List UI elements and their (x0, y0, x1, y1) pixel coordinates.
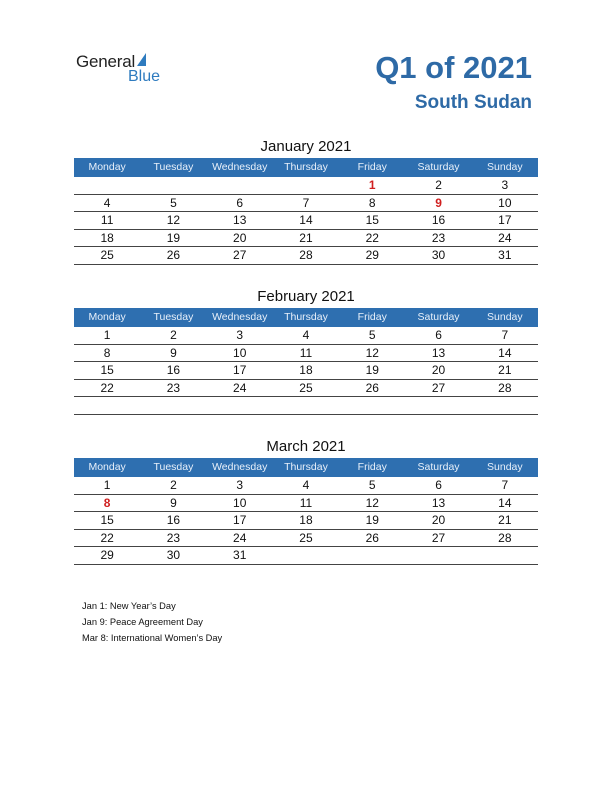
weekday-label: Tuesday (153, 161, 194, 173)
day-cell: 13 (431, 345, 446, 360)
weekday-label: Friday (357, 461, 387, 473)
day-cell (273, 177, 339, 194)
day-cell: 7 (302, 195, 310, 210)
day-cell (405, 397, 471, 414)
weekday-label: Thursday (284, 461, 328, 473)
day-cell: 15 (100, 513, 114, 527)
week-row (74, 397, 538, 415)
weekday-header (74, 458, 538, 477)
weekday-label: Monday (88, 161, 126, 173)
logo-text-blue: Blue (128, 68, 161, 85)
day-cell: 6 (435, 478, 442, 492)
day-cell: 1 (368, 178, 376, 192)
day-cell: 30 (431, 248, 446, 262)
day-cell: 12 (166, 213, 181, 227)
day-cell: 27 (431, 530, 446, 545)
day-cell (472, 397, 538, 414)
day-cell (405, 547, 471, 564)
day-cell: 21 (498, 513, 512, 527)
weekday-label: Thursday (284, 161, 328, 173)
weekday-label: Sunday (487, 461, 523, 473)
week-row (74, 477, 538, 495)
day-cell (273, 397, 339, 414)
week-row (74, 195, 538, 213)
logo-text-general: General (76, 52, 136, 71)
day-cell: 21 (299, 230, 313, 245)
day-cell: 4 (302, 328, 310, 342)
day-cell (140, 397, 206, 414)
weekday-label: Thursday (284, 311, 328, 323)
day-cell: 14 (498, 495, 512, 510)
week-row (74, 230, 538, 248)
day-cell: 24 (498, 230, 512, 245)
day-cell: 2 (170, 328, 177, 342)
day-cell: 20 (431, 363, 446, 377)
country-subtitle: South Sudan (414, 92, 532, 113)
day-cell: 17 (498, 213, 512, 227)
day-cell: 28 (498, 380, 512, 395)
week-row (74, 495, 538, 513)
day-cell: 12 (365, 345, 379, 360)
day-cell: 13 (431, 495, 446, 510)
day-cell: 16 (431, 213, 446, 227)
day-cell: 18 (299, 363, 313, 377)
weekday-label: Tuesday (153, 311, 194, 323)
day-cell: 23 (431, 230, 446, 245)
holiday-note: Mar 8: International Women’s Day (82, 633, 223, 643)
day-cell: 26 (365, 380, 379, 395)
day-cell: 12 (365, 495, 379, 510)
month-title: February 2021 (257, 288, 355, 305)
weekday-label: Monday (88, 311, 126, 323)
weekday-label: Monday (88, 461, 126, 473)
day-cell: 25 (299, 530, 313, 545)
week-row (74, 530, 538, 548)
day-cell: 11 (299, 345, 313, 360)
day-cell: 10 (233, 495, 247, 510)
page-title: Q1 of 2021 (375, 50, 532, 85)
month-title: January 2021 (260, 138, 352, 155)
week-row (74, 177, 538, 195)
day-cell: 23 (166, 380, 181, 395)
weekday-label: Friday (357, 311, 387, 323)
day-cell: 31 (498, 248, 512, 262)
week-row (74, 380, 538, 398)
day-cell: 24 (233, 380, 247, 395)
day-cell: 2 (170, 478, 177, 492)
day-cell: 25 (100, 248, 114, 262)
weekday-label: Saturday (417, 161, 460, 173)
day-cell (472, 547, 538, 564)
day-cell: 6 (435, 328, 442, 342)
month-calendar-march (74, 436, 538, 565)
weekday-label: Wednesday (212, 311, 268, 323)
day-cell: 5 (368, 328, 376, 342)
day-cell: 10 (498, 195, 512, 210)
day-cell: 7 (501, 478, 509, 492)
weekday-label: Friday (357, 161, 387, 173)
day-cell: 27 (233, 248, 247, 262)
day-cell (273, 547, 339, 564)
day-cell: 28 (498, 530, 512, 545)
day-cell: 9 (435, 195, 442, 210)
day-cell (207, 397, 273, 414)
day-cell: 24 (233, 530, 247, 545)
day-cell: 16 (166, 513, 181, 527)
month-title: March 2021 (266, 438, 346, 455)
week-row (74, 512, 538, 530)
day-cell: 20 (233, 230, 247, 245)
holiday-note: Jan 9: Peace Agreement Day (82, 617, 203, 627)
day-cell: 17 (233, 363, 247, 377)
day-cell: 16 (166, 363, 181, 377)
day-cell: 1 (103, 328, 111, 342)
day-cell: 31 (233, 548, 247, 562)
day-cell: 19 (365, 513, 379, 527)
day-cell: 15 (100, 363, 114, 377)
day-cell: 21 (498, 363, 512, 377)
day-cell: 22 (365, 230, 379, 245)
day-cell (74, 397, 140, 414)
weekday-label: Wednesday (212, 161, 268, 173)
day-cell (140, 177, 206, 194)
day-cell: 22 (100, 530, 114, 545)
day-cell: 14 (299, 213, 313, 227)
holiday-note: Jan 1: New Year’s Day (82, 601, 176, 611)
weekday-header (74, 158, 538, 177)
day-cell: 8 (368, 195, 376, 210)
day-cell: 30 (166, 548, 181, 562)
day-cell: 4 (302, 478, 310, 492)
day-cell (207, 177, 273, 194)
week-row (74, 247, 538, 265)
day-cell: 9 (170, 495, 177, 510)
weekday-header (74, 308, 538, 327)
day-cell: 11 (299, 495, 313, 510)
day-cell: 2 (435, 178, 442, 192)
holiday-notes (82, 598, 222, 646)
month-calendar-february (74, 286, 538, 415)
day-cell: 9 (170, 345, 177, 360)
day-cell: 25 (299, 380, 313, 395)
day-cell: 19 (365, 363, 379, 377)
week-row (74, 547, 538, 565)
weekday-label: Sunday (487, 311, 523, 323)
week-row (74, 345, 538, 363)
day-cell: 1 (103, 478, 111, 492)
weekday-label: Sunday (487, 161, 523, 173)
day-cell: 28 (299, 248, 313, 262)
day-cell: 22 (100, 380, 114, 395)
day-cell: 17 (233, 513, 247, 527)
day-cell: 27 (431, 380, 446, 395)
week-row (74, 212, 538, 230)
day-cell (339, 547, 405, 564)
week-row (74, 327, 538, 345)
day-cell: 19 (166, 230, 181, 245)
day-cell (74, 177, 140, 194)
day-cell: 15 (365, 213, 379, 227)
day-cell: 8 (103, 495, 111, 510)
day-cell: 11 (100, 213, 114, 227)
day-cell: 14 (498, 345, 512, 360)
day-cell: 4 (103, 195, 111, 210)
day-cell: 10 (233, 345, 247, 360)
weekday-label: Saturday (417, 461, 460, 473)
day-cell: 5 (170, 195, 177, 210)
week-row (74, 362, 538, 380)
weekday-label: Wednesday (212, 461, 268, 473)
day-cell: 18 (299, 513, 313, 527)
day-cell: 26 (166, 248, 181, 262)
day-cell (339, 397, 405, 414)
day-cell: 3 (236, 478, 244, 492)
weekday-label: Tuesday (153, 461, 194, 473)
day-cell: 6 (236, 195, 244, 210)
day-cell: 8 (103, 345, 111, 360)
day-cell: 20 (431, 513, 446, 527)
day-cell: 5 (368, 478, 376, 492)
day-cell: 29 (365, 248, 379, 262)
day-cell: 7 (501, 328, 509, 342)
month-calendar-january (74, 136, 538, 265)
day-cell: 18 (100, 230, 114, 245)
weekday-label: Saturday (417, 311, 460, 323)
logo-triangle-icon (137, 53, 146, 66)
brand-logo (76, 52, 161, 85)
day-cell: 13 (233, 213, 247, 227)
day-cell: 23 (166, 530, 181, 545)
day-cell: 3 (501, 178, 509, 192)
day-cell: 3 (236, 328, 244, 342)
day-cell: 29 (100, 548, 114, 562)
day-cell: 26 (365, 530, 379, 545)
